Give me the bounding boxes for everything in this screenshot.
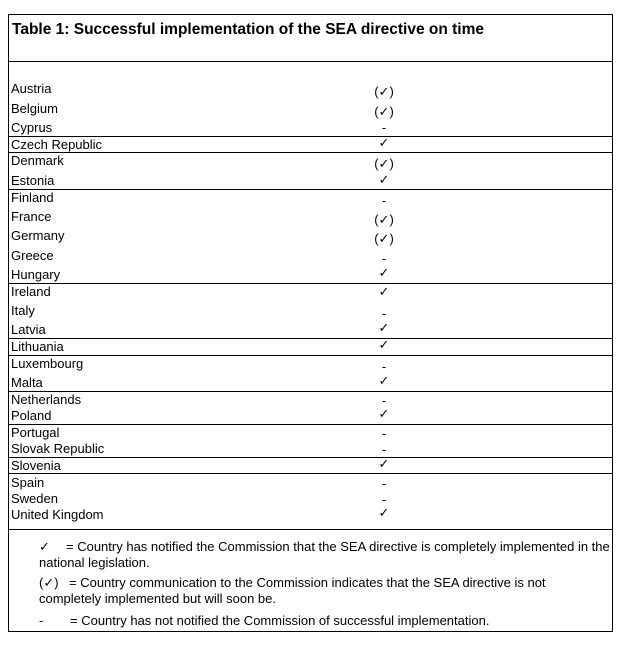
country-cell: Poland xyxy=(11,408,52,423)
status-mark: - xyxy=(381,442,387,457)
country-cell: Italy xyxy=(11,303,35,318)
divider xyxy=(8,473,613,474)
status-mark: - xyxy=(381,306,387,321)
country-cell: France xyxy=(11,209,52,224)
country-cell: United Kingdom xyxy=(11,507,104,522)
country-cell: Austria xyxy=(11,81,52,96)
country-cell: Hungary xyxy=(11,267,61,282)
divider xyxy=(8,457,613,458)
status-mark: ✓ xyxy=(378,265,390,280)
divider xyxy=(8,355,613,356)
status-mark: - xyxy=(381,193,387,208)
country-cell: Belgium xyxy=(11,101,58,116)
country-cell: Czech Republic xyxy=(11,137,103,152)
status-mark: - xyxy=(381,251,387,266)
legend-text-check: = Country has notified the Commission that the SEA directive is completely implemented in the national legislation. xyxy=(39,539,610,570)
country-cell: Spain xyxy=(11,475,45,490)
country-cell: Malta xyxy=(11,375,43,390)
status-mark: ✓ xyxy=(378,135,390,150)
status-mark: (✓) xyxy=(374,156,394,171)
country-cell: Ireland xyxy=(11,284,51,299)
status-mark: - xyxy=(381,120,387,135)
country-cell: Finland xyxy=(11,190,54,205)
country-cell: Portugal xyxy=(11,425,60,440)
legend-text-dash: = Country has not notified the Commission of successful implementation. xyxy=(70,613,490,628)
status-mark: (✓) xyxy=(374,231,394,246)
divider-legend xyxy=(8,529,613,530)
divider xyxy=(8,189,613,190)
divider-header xyxy=(8,61,613,62)
status-mark: - xyxy=(381,426,387,441)
status-mark: ✓ xyxy=(378,337,390,352)
country-cell: Lithuania xyxy=(11,339,64,354)
country-cell: Germany xyxy=(11,228,65,243)
country-cell: Cyprus xyxy=(11,120,53,135)
divider xyxy=(8,424,613,425)
country-cell: Greece xyxy=(11,248,54,263)
legend-symbol-dash: - xyxy=(39,613,44,628)
status-mark: - xyxy=(381,492,387,507)
status-mark: ✓ xyxy=(378,406,390,421)
legend-text-partial: = Country communication to the Commission indicates that the SEA directive is not completely implemented but will soon be. xyxy=(39,575,546,606)
divider xyxy=(8,338,613,339)
status-mark: - xyxy=(381,476,387,491)
table-title: Table 1: Successful implementation of the SEA directive on time xyxy=(12,21,484,38)
status-mark: ✓ xyxy=(378,505,390,520)
status-mark: ✓ xyxy=(378,373,390,388)
country-cell: Denmark xyxy=(11,153,64,168)
status-mark: ✓ xyxy=(378,456,390,471)
status-mark: (✓) xyxy=(374,84,394,99)
status-mark: (✓) xyxy=(374,212,394,227)
country-cell: Luxembourg xyxy=(11,356,84,371)
country-cell: Latvia xyxy=(11,322,46,337)
status-mark: - xyxy=(381,393,387,408)
status-mark: ✓ xyxy=(378,320,390,335)
status-mark: - xyxy=(381,359,387,374)
status-mark: ✓ xyxy=(378,172,390,187)
country-cell: Sweden xyxy=(11,491,58,506)
country-cell: Netherlands xyxy=(11,392,82,407)
status-mark: (✓) xyxy=(374,104,394,119)
status-mark: ✓ xyxy=(378,284,390,299)
legend-symbol-check: ✓ xyxy=(39,539,50,554)
country-cell: Estonia xyxy=(11,173,55,188)
divider xyxy=(8,283,613,284)
divider xyxy=(8,391,613,392)
country-cell: Slovenia xyxy=(11,458,61,473)
legend-symbol-partial: (✓) xyxy=(39,575,59,590)
country-cell: Slovak Republic xyxy=(11,441,105,456)
